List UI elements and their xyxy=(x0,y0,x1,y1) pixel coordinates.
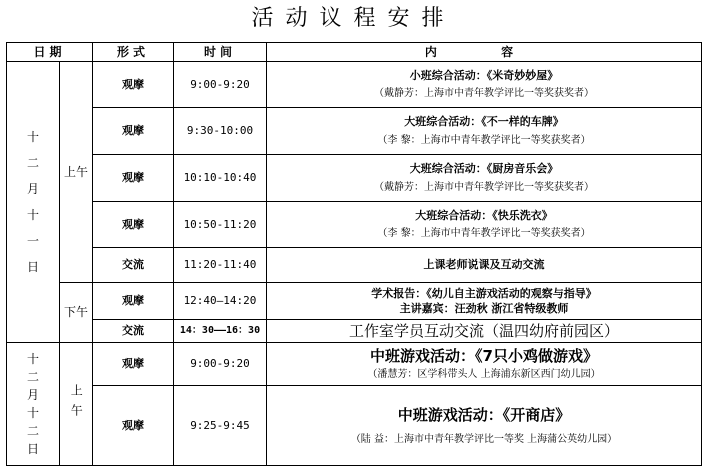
activity-teacher: （陆 益：上海市中青年教学评比一等奖 上海蒲公英幼儿园） xyxy=(350,433,618,445)
form-cell: 交流 xyxy=(92,319,174,343)
activity-teacher: （戴静芳：上海市中青年教学评比一等奖获奖者） xyxy=(374,88,594,100)
form-cell: 观摩 xyxy=(92,201,174,248)
date-char: 日 xyxy=(26,260,39,274)
header-content: 内 容 xyxy=(266,42,702,62)
content-cell xyxy=(266,154,702,202)
day2-am-label xyxy=(59,342,93,466)
activity-title: 中班游戏活动：《7只小鸡做游戏》 xyxy=(370,347,598,365)
lecture-title: 学术报告：《幼儿自主游戏活动的观察与指导》 xyxy=(371,286,597,300)
activity-teacher: （戴静芳：上海市中青年教学评比一等奖获奖者） xyxy=(374,181,594,193)
content-cell xyxy=(266,342,702,386)
form-cell: 观摩 xyxy=(92,107,174,155)
page-title: 活动议程安排 xyxy=(251,6,456,31)
form-cell: 观摩 xyxy=(92,342,174,386)
activity-title: 大班综合活动：《不一样的车牌》 xyxy=(404,115,564,129)
form-cell: 观摩 xyxy=(92,154,174,202)
content-cell xyxy=(266,385,702,466)
lecture-speaker: 主讲嘉宾：汪劲秋 浙江省特级教师 xyxy=(399,302,569,315)
time-cell: 9:25-9:45 xyxy=(173,385,267,466)
header-form: 形式 xyxy=(92,42,174,62)
date-char: 十 xyxy=(26,130,39,144)
activity-teacher: （李 黎：上海市中青年教学评比一等奖获奖者） xyxy=(377,228,591,240)
content-cell: 上课老师说课及互动交流 xyxy=(266,247,702,283)
date-char: 二 xyxy=(26,156,39,170)
activity-teacher: （李 黎：上海市中青年教学评比一等奖获奖者） xyxy=(377,134,591,146)
content-cell: 工作室学员互动交流（温四幼府前园区） xyxy=(266,319,702,343)
content-cell xyxy=(266,201,702,248)
date-char: 一 xyxy=(26,234,39,248)
date-char: 十 xyxy=(26,406,39,420)
form-cell: 观摩 xyxy=(92,282,174,320)
time-cell: 12:40—14:20 xyxy=(173,282,267,320)
time-cell: 9:00-9:20 xyxy=(173,61,267,108)
time-cell: 9:30-10:00 xyxy=(173,107,267,155)
header-time: 时间 xyxy=(173,42,267,62)
date-char: 月 xyxy=(26,182,39,196)
day1-date xyxy=(6,61,60,343)
form-cell: 观摩 xyxy=(92,61,174,108)
date-char: 月 xyxy=(26,388,39,402)
am-char: 上午 xyxy=(69,384,84,424)
date-char: 二 xyxy=(26,424,39,438)
time-cell: 11:20-11:40 xyxy=(173,247,267,283)
date-char: 日 xyxy=(26,442,39,456)
form-cell: 交流 xyxy=(92,247,174,283)
day1-am-label: 上午 xyxy=(59,61,93,283)
content-cell xyxy=(266,107,702,155)
content-cell xyxy=(266,282,702,320)
date-char: 二 xyxy=(26,370,39,384)
date-char: 十 xyxy=(26,208,39,222)
time-cell: 14：30——16：30 xyxy=(173,319,267,343)
date-char: 十 xyxy=(26,352,39,366)
activity-title: 大班综合活动：《快乐洗衣》 xyxy=(415,208,553,222)
activity-teacher: （潘慧芳：区学科带头人 上海浦东新区西门幼儿园） xyxy=(367,369,601,380)
form-cell: 观摩 xyxy=(92,385,174,466)
day2-date xyxy=(6,342,60,466)
header-date: 日期 xyxy=(6,42,93,62)
time-cell: 9:00-9:20 xyxy=(173,342,267,386)
day1-pm-label: 下午 xyxy=(59,282,93,343)
activity-title: 中班游戏活动：《开商店》 xyxy=(397,405,571,424)
time-cell: 10:50-11:20 xyxy=(173,201,267,248)
content-cell xyxy=(266,61,702,108)
time-cell: 10:10-10:40 xyxy=(173,154,267,202)
activity-title: 大班综合活动：《厨房音乐会》 xyxy=(409,162,559,176)
activity-title: 小班综合活动：《米奇妙妙屋》 xyxy=(409,68,559,82)
